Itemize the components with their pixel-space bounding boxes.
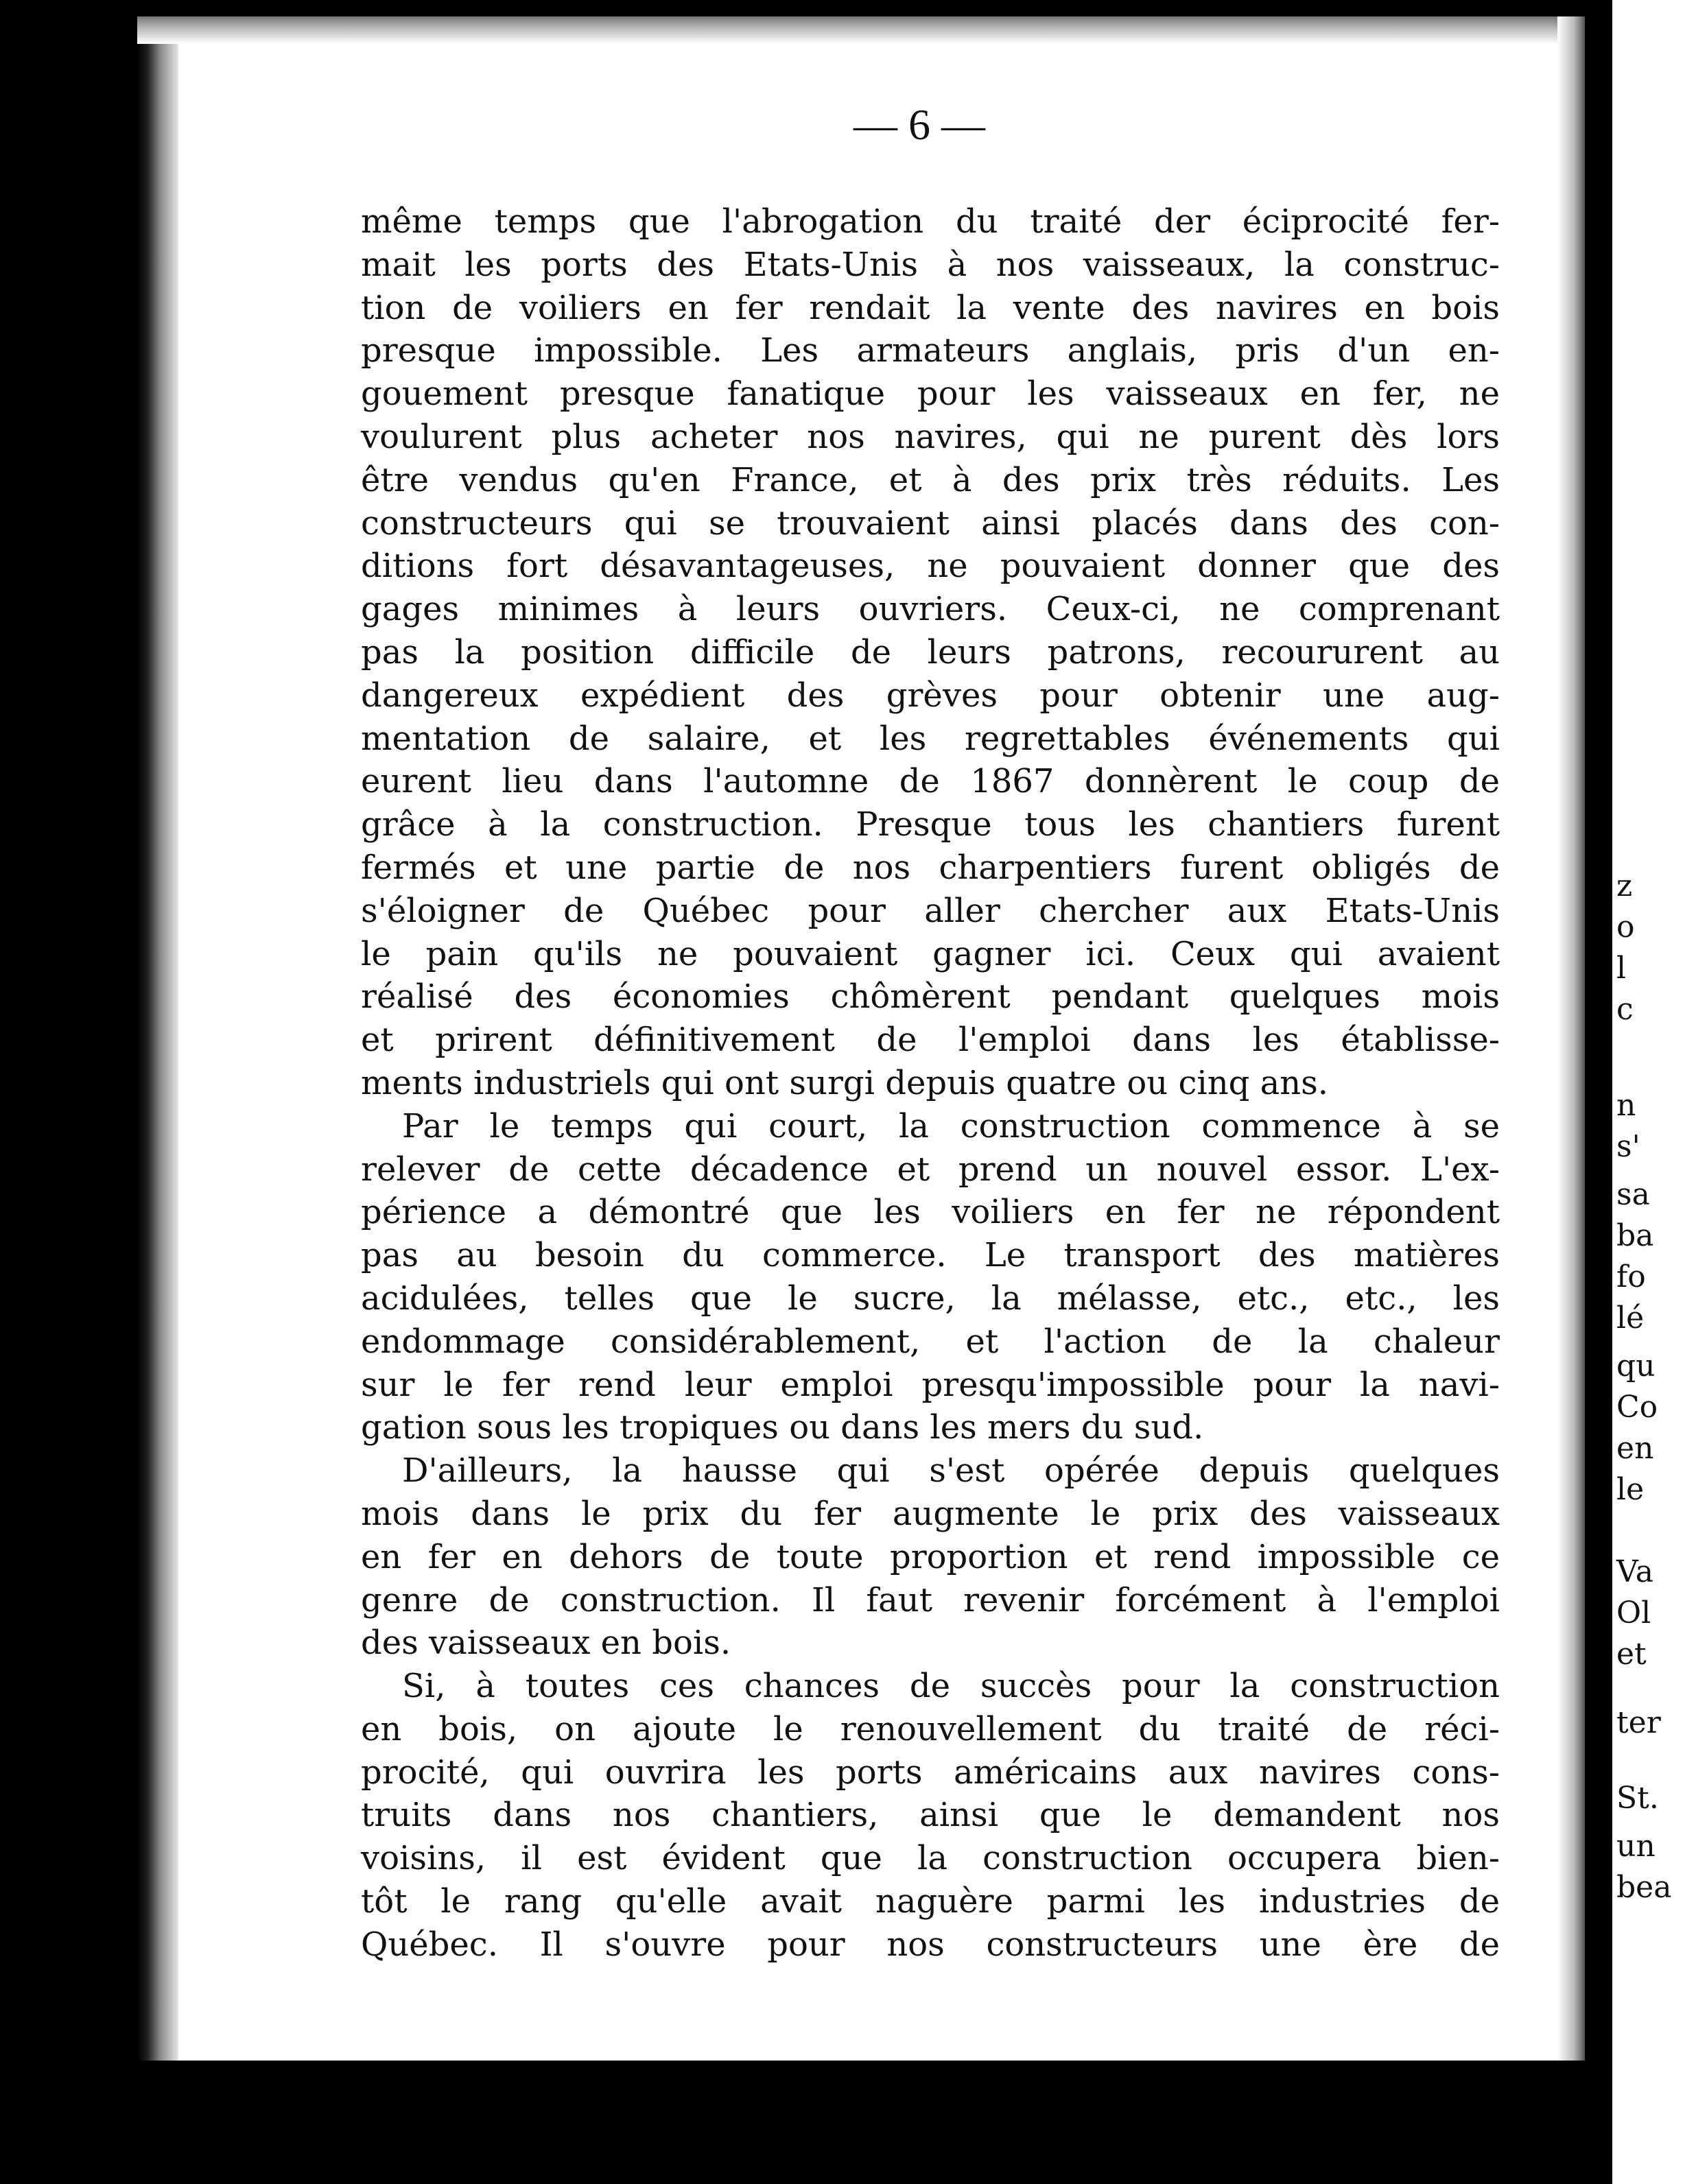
text-line: constructeurs qui se trouvaient ainsi placés dans des con- — [361, 503, 1500, 543]
text-line: gages minimes à leurs ouvriers. Ceux-ci, ne comprenant — [361, 590, 1500, 629]
text-line: périence a démontré que les voiliers en fer ne répondent — [361, 1193, 1500, 1232]
text-line: Si, à toutes ces chances de succès pour la construction — [402, 1667, 1500, 1706]
text-line: sur le fer rend leur emploi presqu'impossible pour la navi- — [361, 1365, 1500, 1404]
text-line: ments industriels qui ont surgi depuis quatre ou cinq ans. — [361, 1063, 1329, 1102]
text-line: genre de construction. Il faut revenir forcément à l'emploi — [361, 1580, 1500, 1619]
text-line: être vendus qu'en France, et à des prix très réduits. Les — [361, 460, 1500, 499]
text-line: dangereux expédient des grèves pour obtenir une aug- — [361, 676, 1500, 715]
adjacent-page-fragment: en — [1616, 1431, 1654, 1466]
text-line: mentation de salaire, et les regrettables événements qui — [361, 719, 1500, 758]
adjacent-page-fragment: qu — [1616, 1349, 1656, 1384]
text-line: acidulées, telles que le sucre, la mélasse, etc., etc., les — [361, 1279, 1500, 1318]
text-line: eurent lieu dans l'automne de 1867 donnèrent le coup de — [361, 762, 1500, 801]
paragraph — [361, 1449, 1500, 1665]
adjacent-page-fragment: ba — [1616, 1218, 1654, 1253]
text-line: presque impossible. Les armateurs anglais, pris d'un en- — [361, 331, 1500, 370]
text-line: fermés et une partie de nos charpentiers furent obligés de — [361, 848, 1500, 887]
adjacent-page-fragment: s' — [1616, 1129, 1640, 1164]
page-gutter-shadow — [137, 16, 178, 2061]
text-line: s'éloigner de Québec pour aller chercher aux Etats-Unis — [361, 891, 1500, 930]
paragraph — [361, 1665, 1500, 1967]
adjacent-page-fragment: et — [1616, 1637, 1647, 1672]
text-line: relever de cette décadence et prend un nouvel essor. L'ex- — [361, 1150, 1500, 1189]
text-line: le pain qu'ils ne pouvaient gagner ici. Ceux qui avaient — [361, 934, 1500, 973]
page-number: — 6 — — [853, 100, 985, 149]
adjacent-page-edge — [1612, 0, 1696, 2184]
adjacent-page-fragment: sa — [1616, 1177, 1650, 1212]
adjacent-page-fragment: z — [1616, 868, 1633, 903]
text-line: mait les ports des Etats-Unis à nos vaisseaux, la construc- — [361, 245, 1500, 284]
text-line: en bois, on ajoute le renouvellement du traité de réci- — [361, 1709, 1500, 1748]
page-top-edge — [137, 16, 1585, 44]
text-line: mois dans le prix du fer augmente le prix des vaisseaux — [361, 1494, 1500, 1533]
text-line: endommage considérablement, et l'action de la chaleur — [361, 1322, 1500, 1361]
adjacent-page-fragment: l — [1616, 951, 1627, 986]
adjacent-page-fragment: fo — [1616, 1259, 1646, 1294]
text-line: D'ailleurs, la hausse qui s'est opérée depuis quelques — [402, 1451, 1500, 1491]
adjacent-page-fragment: Va — [1616, 1554, 1653, 1589]
adjacent-page-fragment: o — [1616, 910, 1635, 945]
adjacent-page-fragment: Co — [1616, 1390, 1658, 1425]
page-right-edge — [1557, 16, 1585, 2061]
text-line: ditions fort désavantageuses, ne pouvaient donner que des — [361, 547, 1500, 586]
adjacent-page-fragment: le — [1616, 1472, 1645, 1507]
text-line: réalisé des économies chômèrent pendant quelques mois — [361, 977, 1500, 1017]
adjacent-page-fragment: n — [1616, 1088, 1636, 1123]
text-line: Québec. Il s'ouvre pour nos constructeurs une ère de — [361, 1925, 1500, 1964]
text-line: voulurent plus acheter nos navires, qui ne purent dès lors — [361, 417, 1500, 456]
text-line: même temps que l'abrogation du traité der éciprocité fer- — [361, 202, 1500, 241]
adjacent-page-fragment: lé — [1616, 1301, 1645, 1336]
adjacent-page-fragment: un — [1616, 1829, 1656, 1864]
text-line: tion de voiliers en fer rendait la vente des navires en bois — [361, 288, 1500, 327]
text-line: pas la position difficile de leurs patrons, recoururent au — [361, 632, 1500, 672]
text-line: voisins, il est évident que la construction occupera bien- — [361, 1839, 1500, 1878]
text-line: gation sous les tropiques ou dans les mers du sud. — [361, 1408, 1204, 1447]
text-line: gouement presque fanatique pour les vaisseaux en fer, ne — [361, 375, 1500, 414]
adjacent-page-fragment: bea — [1616, 1870, 1672, 1905]
adjacent-page-fragment: c — [1616, 992, 1634, 1027]
binding-gap — [1585, 0, 1612, 2184]
text-line: grâce à la construction. Presque tous les chantiers furent — [361, 805, 1500, 844]
adjacent-page-fragment: ter — [1616, 1705, 1661, 1740]
text-line: des vaisseaux en bois. — [361, 1624, 731, 1663]
text-line: procité, qui ouvrira les ports américains aux navires cons- — [361, 1753, 1500, 1792]
adjacent-page-fragment: Ol — [1616, 1595, 1651, 1630]
paragraph — [361, 200, 1500, 1105]
text-line: en fer en dehors de toute proportion et rend impossible ce — [361, 1537, 1500, 1576]
paragraph — [361, 1105, 1500, 1449]
text-line: tôt le rang qu'elle avait naguère parmi les industries de — [361, 1882, 1500, 1921]
adjacent-page-fragment: St. — [1616, 1781, 1659, 1816]
text-line: Par le temps qui court, la construction commence à se — [402, 1106, 1500, 1146]
text-line: pas au besoin du commerce. Le transport des matières — [361, 1236, 1500, 1275]
text-line: et prirent définitivement de l'emploi dans les établisse- — [361, 1021, 1500, 1060]
text-line: truits dans nos chantiers, ainsi que le demandent nos — [361, 1796, 1500, 1835]
body-text — [361, 200, 1500, 1967]
